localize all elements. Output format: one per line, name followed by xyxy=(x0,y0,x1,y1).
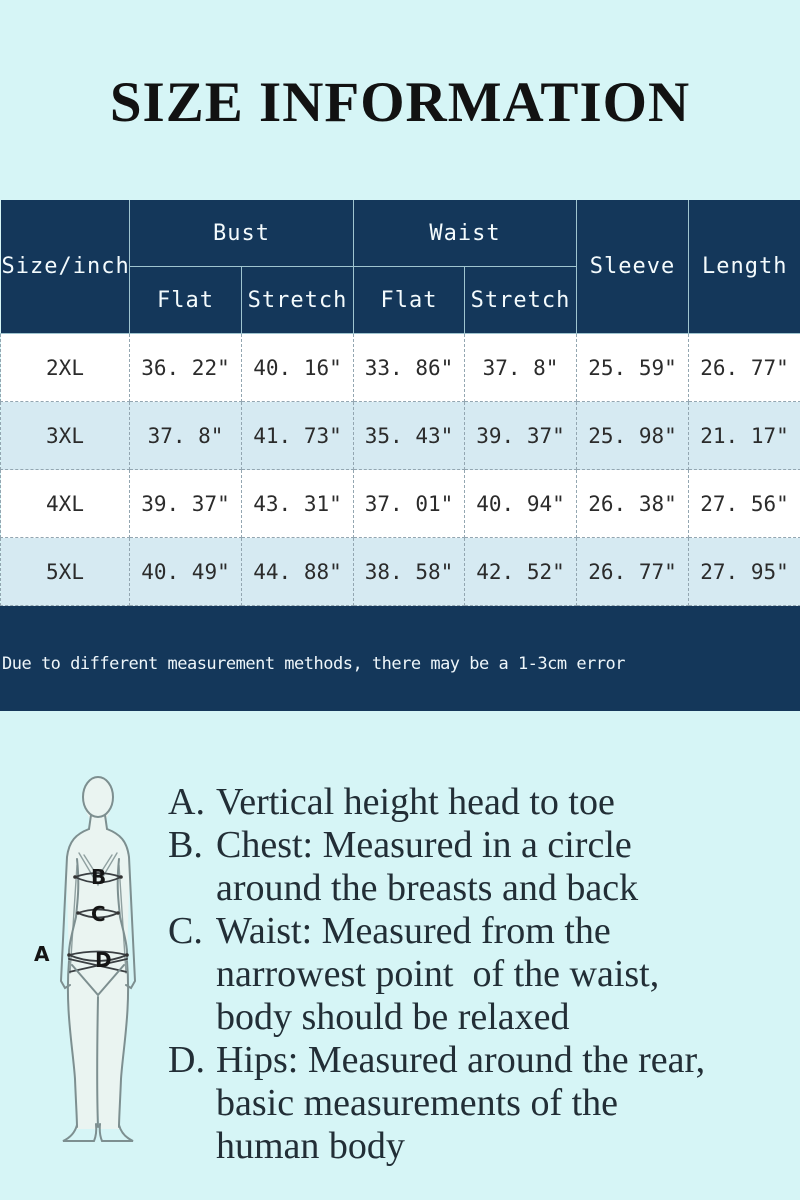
measurement-lines xyxy=(216,824,638,910)
value-cell: 26. 38" xyxy=(577,470,689,538)
size-table-header xyxy=(1,200,800,334)
body-figure-drawing xyxy=(32,769,162,1154)
measurement-guide xyxy=(0,769,800,1168)
value-cell: 25. 98" xyxy=(577,402,689,470)
value-cell: 39. 37" xyxy=(130,470,242,538)
disclaimer-bar xyxy=(0,606,800,711)
value-cell: 33. 86" xyxy=(354,334,465,402)
value-cell: 27. 95" xyxy=(689,538,800,606)
header-length: Length xyxy=(689,200,800,334)
measurement-line: Waist: Measured from the xyxy=(216,910,611,952)
measurement-line: around the breasts and back xyxy=(216,867,639,909)
measurement-line: basic measurements of the xyxy=(216,1082,619,1124)
table-row xyxy=(1,334,800,402)
value-cell: 38. 58" xyxy=(354,538,465,606)
size-cell: 2XL xyxy=(1,334,130,402)
value-cell: 40. 94" xyxy=(465,470,577,538)
table-row xyxy=(1,402,800,470)
title-band xyxy=(0,0,800,200)
header-bust: Bust xyxy=(130,200,354,267)
figure-leg-center xyxy=(97,997,98,1127)
measurement-line: human body xyxy=(216,1125,405,1167)
value-cell: 42. 52" xyxy=(465,538,577,606)
disclaimer-text: Due to different measurement methods, there may be a 1-3cm error xyxy=(2,653,626,674)
value-cell: 21. 17" xyxy=(689,402,800,470)
header-waist: Waist xyxy=(354,200,577,267)
header-size-inch: Size/inch xyxy=(1,200,130,334)
value-cell: 26. 77" xyxy=(577,538,689,606)
measurement-item xyxy=(168,1039,705,1168)
size-table-body xyxy=(1,334,800,606)
arc-dot xyxy=(125,953,129,957)
header-waist-stretch: Stretch xyxy=(465,267,577,334)
header-bust-stretch: Stretch xyxy=(242,267,354,334)
size-table xyxy=(0,200,800,606)
arc-dot xyxy=(73,875,77,879)
measurement-line: Vertical height head to toe xyxy=(216,781,615,823)
measurement-item xyxy=(168,910,705,1039)
measurement-line: narrowest point of the waist, xyxy=(216,953,660,995)
value-cell: 39. 37" xyxy=(465,402,577,470)
measurement-item xyxy=(168,781,705,824)
value-cell: 37. 8" xyxy=(465,334,577,402)
value-cell: 37. 8" xyxy=(130,402,242,470)
value-cell: 35. 43" xyxy=(354,402,465,470)
arc-dot xyxy=(119,875,123,879)
measurement-letter: D. xyxy=(168,1039,205,1081)
page-title: SIZE INFORMATION xyxy=(109,71,691,134)
measurement-lines xyxy=(216,781,615,824)
header-sleeve: Sleeve xyxy=(577,200,689,334)
figure-label-a: A xyxy=(34,942,50,966)
measurement-list xyxy=(168,769,705,1168)
size-cell: 4XL xyxy=(1,470,130,538)
value-cell: 44. 88" xyxy=(242,538,354,606)
value-cell: 40. 49" xyxy=(130,538,242,606)
arc-dot xyxy=(76,911,80,915)
value-cell: 37. 01" xyxy=(354,470,465,538)
value-cell: 41. 73" xyxy=(242,402,354,470)
size-cell: 5XL xyxy=(1,538,130,606)
size-cell: 3XL xyxy=(1,402,130,470)
value-cell: 25. 59" xyxy=(577,334,689,402)
arc-dot xyxy=(67,953,71,957)
measurement-letter: C. xyxy=(168,910,203,952)
measurement-lines xyxy=(216,1039,705,1168)
value-cell: 40. 16" xyxy=(242,334,354,402)
measurement-letter: A. xyxy=(168,781,205,823)
measurement-line: Chest: Measured in a circle xyxy=(216,824,632,866)
value-cell: 43. 31" xyxy=(242,470,354,538)
header-bust-flat: Flat xyxy=(130,267,242,334)
measurement-item xyxy=(168,824,705,910)
value-cell: 26. 77" xyxy=(689,334,800,402)
measurement-letter: B. xyxy=(168,824,203,866)
arc-dot xyxy=(116,911,120,915)
value-cell: 27. 56" xyxy=(689,470,800,538)
figure-label-b: B xyxy=(91,865,107,889)
measurement-lines xyxy=(216,910,659,1039)
table-row xyxy=(1,470,800,538)
header-waist-flat: Flat xyxy=(354,267,465,334)
figure-label-c: C xyxy=(91,902,106,926)
measurement-line: body should be relaxed xyxy=(216,996,570,1038)
value-cell: 36. 22" xyxy=(130,334,242,402)
table-row xyxy=(1,538,800,606)
figure-label-d: D xyxy=(95,948,112,972)
measurement-line: Hips: Measured around the rear, xyxy=(216,1039,706,1081)
body-figure xyxy=(32,769,162,1159)
